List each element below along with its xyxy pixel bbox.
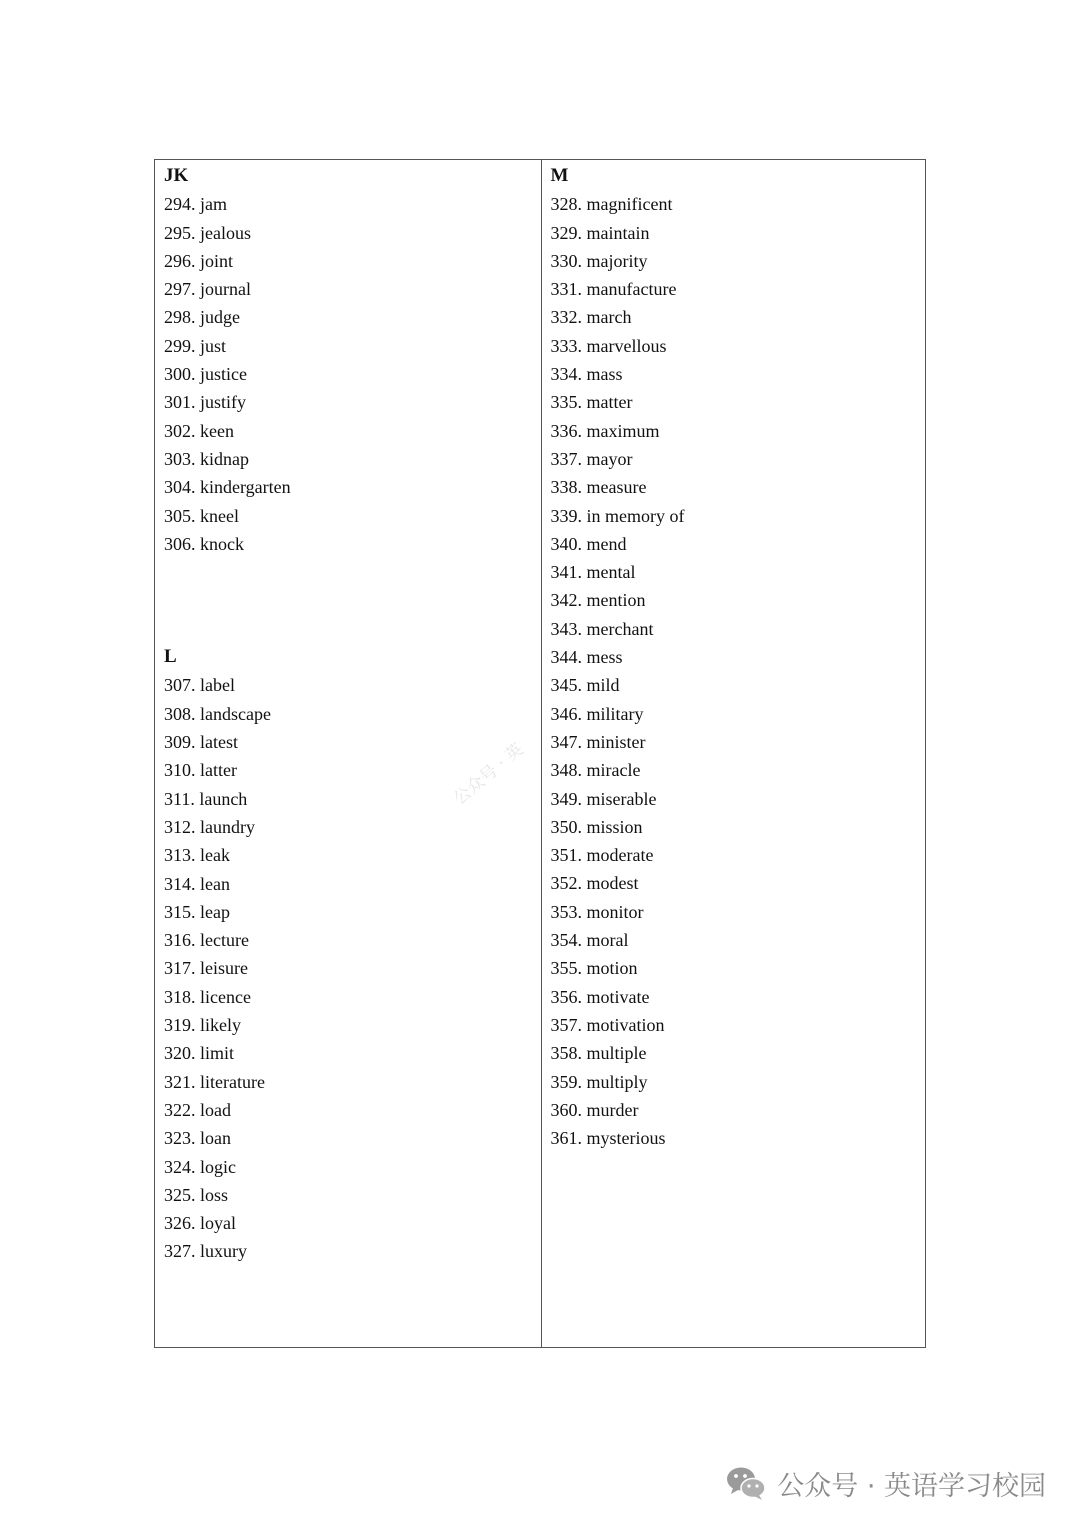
word-entry: 326. loyal xyxy=(164,1213,236,1234)
brand-text: 公众号 · 英语学习校园 xyxy=(777,1470,1046,1502)
word-entry: 353. monitor xyxy=(550,901,644,922)
word-entry: 354. moral xyxy=(550,930,629,951)
word-entry: 342. mention xyxy=(550,590,646,611)
word-entry: 298. judge xyxy=(164,307,240,328)
word-entry: 322. load xyxy=(164,1099,231,1120)
word-entry: 332. march xyxy=(550,307,632,328)
section-heading-l: L xyxy=(164,646,177,668)
word-entry: 330. majority xyxy=(550,250,648,271)
word-entry: 328. magnificent xyxy=(550,194,673,215)
word-entry: 338. measure xyxy=(550,477,647,498)
word-entry: 341. mental xyxy=(550,562,636,583)
word-entry: 360. murder xyxy=(550,1099,639,1120)
word-entry: 351. moderate xyxy=(550,845,654,866)
word-entry: 305. kneel xyxy=(164,505,239,526)
word-entry: 350. mission xyxy=(550,816,643,837)
word-entry: 334. mass xyxy=(550,364,623,385)
word-entry: 304. kindergarten xyxy=(164,477,291,498)
word-entry: 337. mayor xyxy=(550,448,633,469)
word-entry: 302. keen xyxy=(164,420,234,441)
word-entry: 314. lean xyxy=(164,873,230,894)
word-entry: 307. label xyxy=(164,675,235,696)
word-entry: 306. knock xyxy=(164,533,244,554)
word-entry: 309. latest xyxy=(164,732,238,753)
word-entry: 344. mess xyxy=(550,647,623,668)
section-list-jk xyxy=(164,190,541,558)
section-heading-jk: JK xyxy=(164,165,189,186)
word-entry: 346. military xyxy=(550,703,644,724)
word-entry: 329. maintain xyxy=(550,222,650,243)
word-entry: 349. miserable xyxy=(550,788,657,809)
word-entry: 316. lecture xyxy=(164,930,249,951)
word-entry: 300. justice xyxy=(164,364,247,385)
footer-brand xyxy=(725,1462,1046,1504)
word-entry: 317. leisure xyxy=(164,958,248,979)
word-entry: 315. leap xyxy=(164,901,230,922)
section-heading-m: M xyxy=(550,165,569,186)
word-entry: 320. limit xyxy=(164,1043,235,1064)
word-entry: 339. in memory of xyxy=(550,505,685,526)
word-entry: 321. literature xyxy=(164,1071,265,1092)
vocabulary-table xyxy=(154,159,926,1348)
word-entry: 333. marvellous xyxy=(550,335,667,356)
word-entry: 323. loan xyxy=(164,1128,231,1149)
word-entry: 327. luxury xyxy=(164,1241,247,1262)
word-entry: 358. multiple xyxy=(550,1043,647,1064)
word-entry: 301. justify xyxy=(164,392,247,413)
word-entry: 312. laundry xyxy=(164,816,255,837)
word-entry: 319. likely xyxy=(164,1015,241,1036)
wechat-icon xyxy=(725,1464,767,1502)
word-entry: 294. jam xyxy=(164,194,227,215)
watermark: 公众号 · 英 xyxy=(450,739,528,810)
word-entry: 331. manufacture xyxy=(550,279,677,300)
word-entry: 296. joint xyxy=(164,250,234,271)
word-entry: 352. modest xyxy=(550,873,639,894)
word-entry: 303. kidnap xyxy=(164,448,249,469)
word-entry: 335. matter xyxy=(550,392,633,413)
word-entry: 324. logic xyxy=(164,1156,236,1177)
word-entry: 313. leak xyxy=(164,845,230,866)
right-column xyxy=(541,160,926,1347)
word-entry: 355. motion xyxy=(550,958,638,979)
word-entry: 299. just xyxy=(164,335,227,356)
word-entry: 310. latter xyxy=(164,760,237,781)
word-entry: 347. minister xyxy=(550,731,646,752)
section-list-l xyxy=(164,671,541,1265)
section-list-m xyxy=(551,190,926,1152)
word-entry: 325. loss xyxy=(164,1184,229,1205)
section-gap xyxy=(164,558,541,643)
word-entry: 345. mild xyxy=(550,675,620,696)
word-entry: 359. multiply xyxy=(550,1071,648,1092)
word-entry: 318. licence xyxy=(164,986,251,1007)
word-entry: 297. journal xyxy=(164,279,251,300)
word-entry: 311. launch xyxy=(164,788,248,809)
word-entry: 343. merchant xyxy=(550,618,654,639)
word-entry: 356. motivate xyxy=(550,986,650,1007)
word-entry: 308. landscape xyxy=(164,703,271,724)
word-entry: 336. maximum xyxy=(550,420,660,441)
word-entry: 348. miracle xyxy=(550,760,641,781)
word-entry: 361. mysterious xyxy=(550,1128,666,1149)
word-entry: 340. mend xyxy=(550,533,627,554)
word-entry: 295. jealous xyxy=(164,222,251,243)
word-entry: 357. motivation xyxy=(550,1014,665,1035)
left-column xyxy=(155,160,541,1347)
